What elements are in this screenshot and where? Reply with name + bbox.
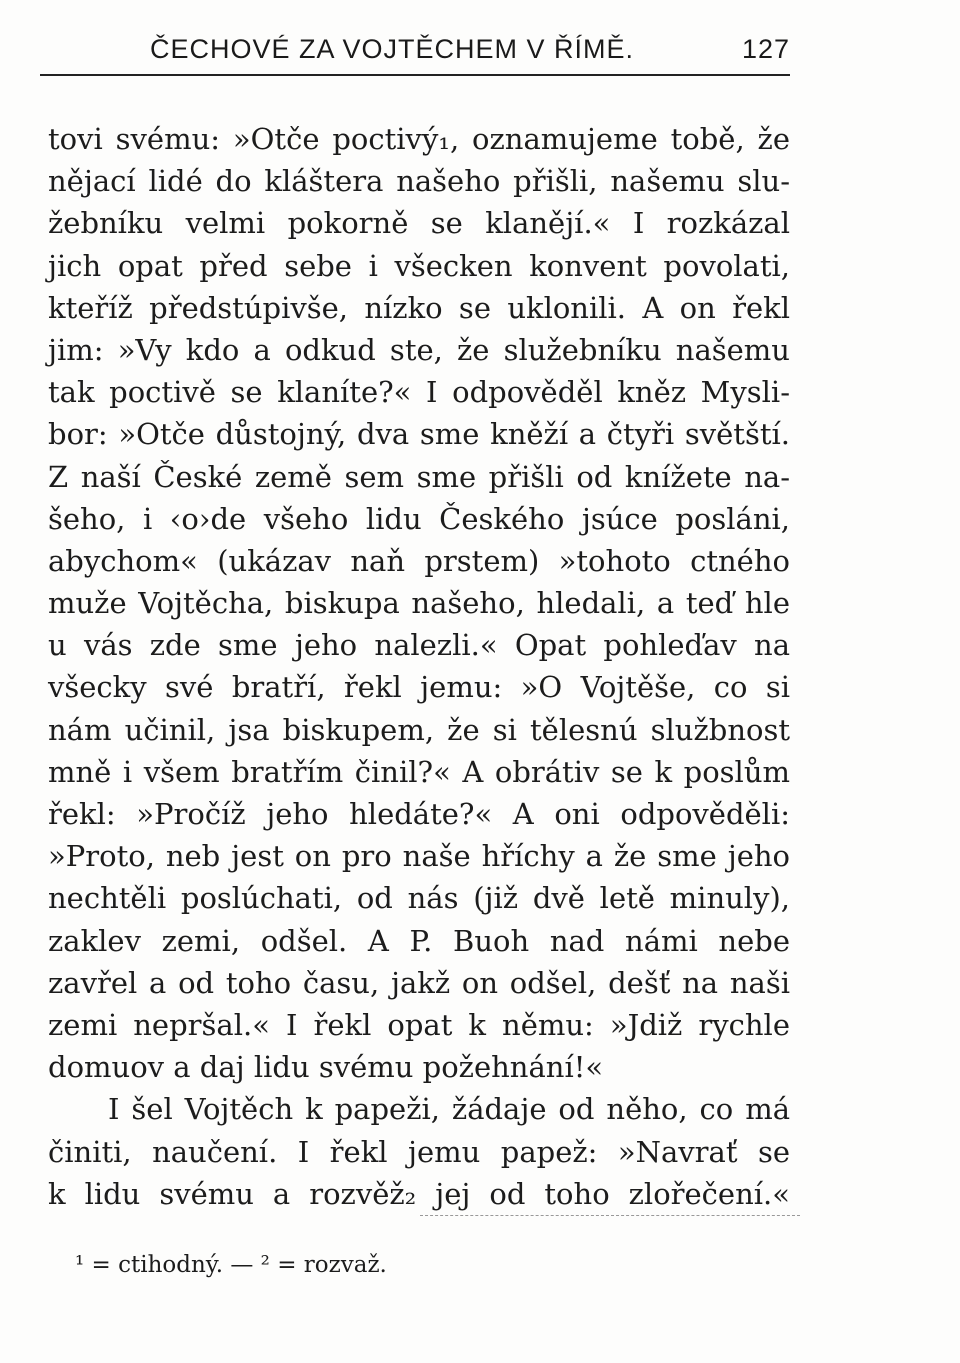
running-head (150, 30, 790, 70)
text-line: zavřel a od toho času, jakž on odšel, dešť na naši (48, 965, 790, 1000)
text-line: kteříž předstúpivše, nízko se uklonili. A on řekl (48, 290, 790, 325)
text-line: nechtěli poslúchati, od nás (již dvě letě minuly), (48, 881, 790, 916)
paragraph-end-line: domuov a daj lidu svému požehnání!« (48, 1050, 604, 1085)
text-line: všecky své bratří, řekl jemu: »O Vojtěše, co si (48, 670, 790, 705)
text-line: Z naší České země sem sme přišli od knížete na- (48, 459, 790, 494)
text-line: jim: »Vy kdo a odkud ste, že služebníku našemu (48, 332, 790, 367)
body-text (48, 118, 790, 1215)
text-line: nějací lidé do kláštera našeho přišli, našemu slu- (48, 164, 790, 199)
text-line: zemi nepršal.« I řekl opat k němu: »Jdiž rychle (48, 1007, 790, 1042)
text-line: mně i všem bratřím činil?« A obrátiv se k poslům (48, 754, 790, 789)
footnotes: ¹ = ctihodný. — ² = rozvaž. (75, 1252, 387, 1278)
paragraph-start-line: I šel Vojtěch k papeži, žádaje od něho, co má (108, 1092, 790, 1127)
text-line: zaklev zemi, odšel. A P. Buoh nad námi nebe (48, 923, 790, 958)
text-line: u vás zde sme jeho nalezli.« Opat pohleďav na (48, 628, 790, 663)
text-line: žebníku velmi pokorně se klanějí.« I rozkázal (48, 206, 790, 241)
running-title: ČECHOVÉ ZA VOJTĚCHEM V ŘÍMĚ. (150, 34, 635, 64)
text-line: tak poctivě se klaníte?« I odpověděl kněz Mysli- (48, 375, 790, 410)
text-line: činiti, naučení. I řekl jemu papež: »Navrať se (48, 1134, 790, 1169)
text-line: muže Vojtěcha, biskupa našeho, hledali, a teď hle (48, 586, 790, 621)
text-line: abychom« (ukázav naň prstem) »tohoto ctného (48, 543, 790, 578)
text-line: k lidu svému a rozvěž₂ jej od toho zlořečení.« (48, 1176, 790, 1211)
header-rule (40, 74, 790, 76)
page-number: 127 (741, 34, 790, 64)
text-line: řekl: »Pročíž jeho hledáte?« A oni odpověděli: (48, 797, 790, 831)
text-line: bor: »Otče důstojný, dva sme kněží a čtyři světští. (48, 417, 790, 452)
text-line: šeho, i ‹o›de všeho lidu Českého jsúce posláni, (48, 501, 790, 536)
footnote-separator (420, 1215, 800, 1216)
text-line: nám učinil, jsa biskupem, že si tělesnú službnost (48, 712, 790, 747)
text-line: jich opat před sebe i všecken konvent povolati, (48, 248, 790, 283)
text-line: »Proto, neb jest on pro naše hříchy a že sme jeho (48, 839, 790, 874)
text-line: tovi svému: »Otče poctivý₁, oznamujeme tobě, že (48, 122, 790, 156)
